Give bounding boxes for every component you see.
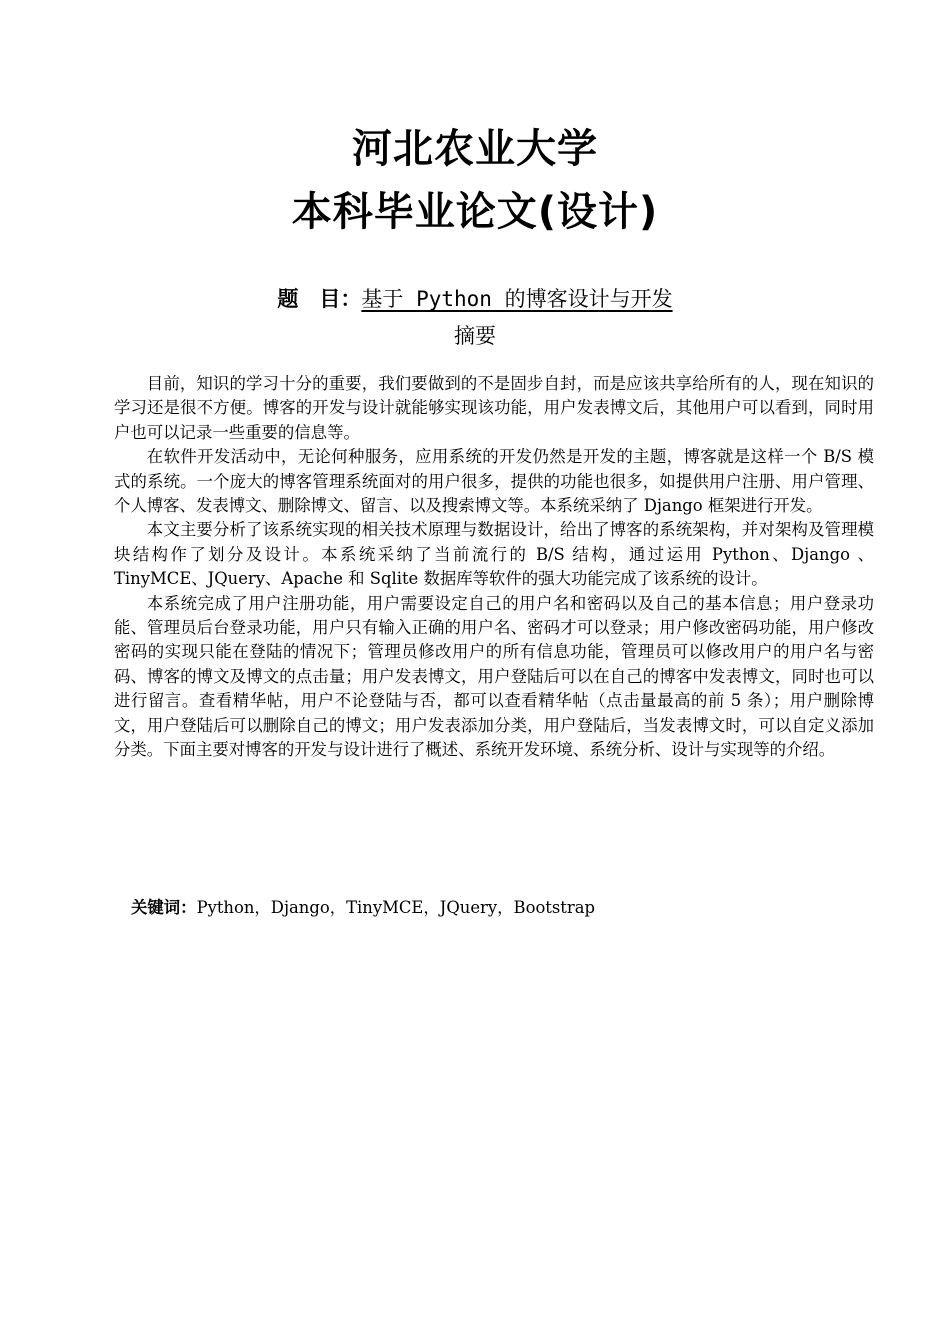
topic-value: 基于 Python 的博客设计与开发	[361, 287, 673, 311]
keywords-label: 关键词：	[131, 898, 197, 917]
topic-line	[0, 284, 950, 315]
abstract-paragraph-3: 本文主要分析了该系统实现的相关技术原理与数据设计，给出了博客的系统架构，并对架构及管理模块结构作了划分及设计。本系统采纳了当前流行的 B/S 结构，通过运用 Python、Django 、TinyMCE、JQuery、Apache 和 Sqlite 数据库等软件的强大功能完成了该系统的设计。	[114, 520, 874, 589]
abstract-paragraph-4: 本系统完成了用户注册功能，用户需要设定自己的用户名和密码以及自己的基本信息；用户登录功能、管理员后台登录功能，用户只有输入正确的用户名、密码才可以登录；用户修改密码功能，用户修改密码的实现只能在登陆的情况下；管理员修改用户的所有信息功能，管理员可以修改用户的用户名与密码、博客的博文及博文的点击量；用户发表博文，用户登陆后可以在自己的博客中发表博文，同时也可以进行留言。查看精华帖，用户不论登陆与否，都可以查看精华帖（点击量最高的前 5 条）；用户删除博文，用户登陆后可以删除自己的博文；用户发表添加分类，用户登陆后，当发表博文时，可以自定义添加分类。下面主要对博客的开发与设计进行了概述、系统开发环境、系统分析、设计与实现等的介绍。	[114, 593, 874, 760]
university-name: 河北农业大学	[352, 126, 598, 172]
abstract-paragraph-2: 在软件开发活动中，无论何种服务，应用系统的开发仍然是开发的主题，博客就是这样一个 B/S 模式的系统。一个庞大的博客管理系统面对的用户很多，提供的功能也很多，如提供用户注册、用户管理、个人博客、发表博文、删除博文、留言、以及搜索博文等。本系统采纳了 Django 框架进行开发。	[114, 447, 874, 516]
abstract-paragraph-1: 目前，知识的学习十分的重要，我们要做到的不是固步自封，而是应该共享给所有的人，现在知识的学习还是很不方便。博客的开发与设计就能够实现该功能，用户发表博文后，其他用户可以看到，同时用户也可以记录一些重要的信息等。	[114, 374, 874, 442]
abstract-body	[114, 372, 874, 763]
abstract-heading: 摘要	[454, 324, 496, 348]
thesis-type-title: 本科毕业论文(设计)	[291, 189, 659, 235]
topic-label: 题 目：	[277, 287, 362, 311]
keywords-line	[131, 896, 871, 920]
keywords-value: Python，Django，TinyMCE，JQuery，Bootstrap	[196, 898, 595, 917]
